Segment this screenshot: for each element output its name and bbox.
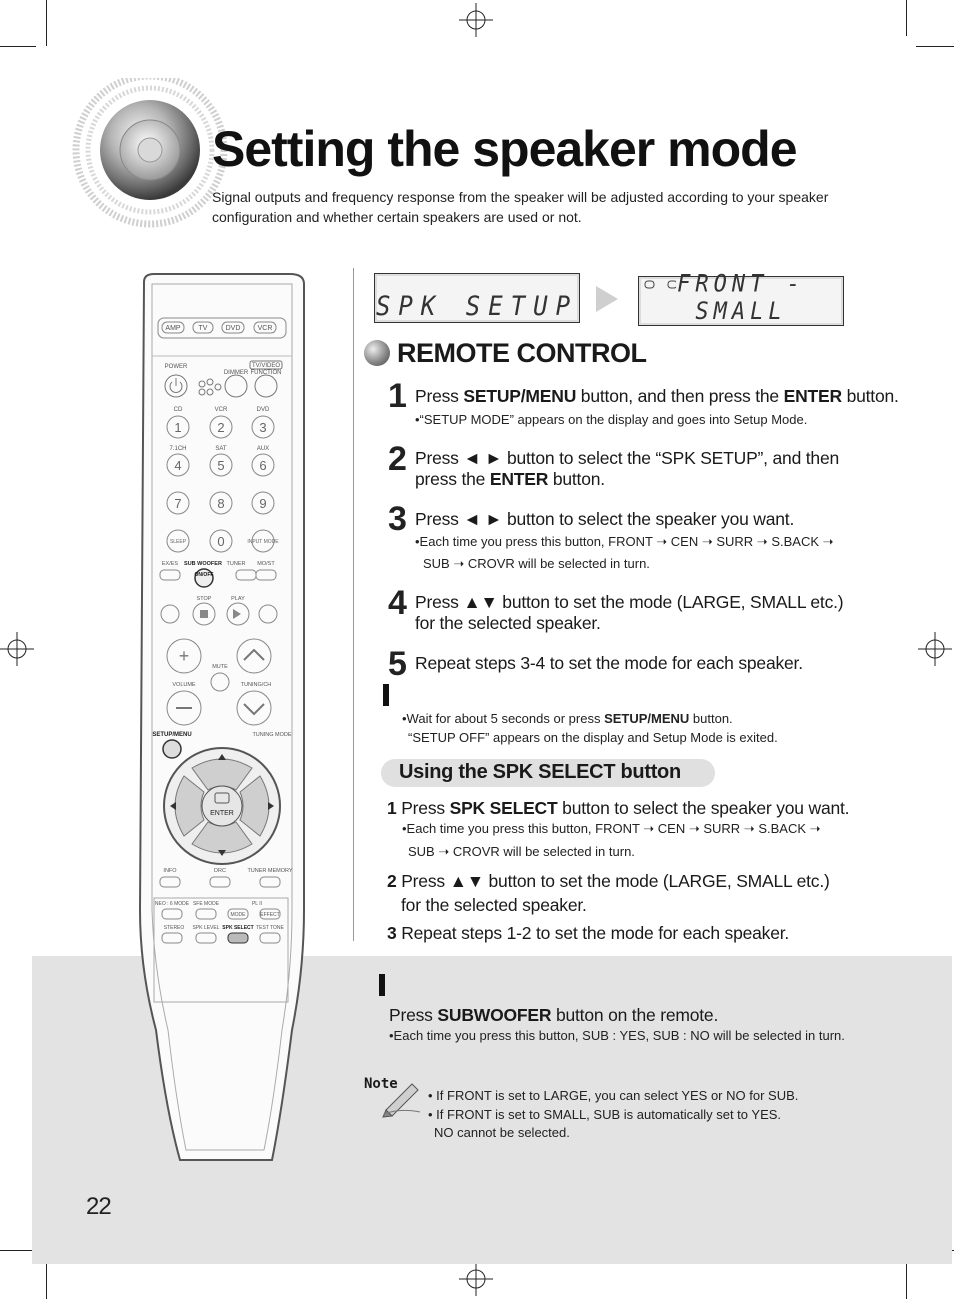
- remote-label: 7.1CH: [169, 446, 187, 452]
- remote-label: MUTE: [212, 664, 228, 670]
- remote-label: TUNER: [226, 561, 246, 567]
- remote-label: SPK LEVEL: [192, 925, 220, 931]
- note-line-2: • If FRONT is set to SMALL, SUB is automatically set to YES.: [428, 1107, 782, 1122]
- lcd-text: SPK SETUP: [375, 290, 579, 322]
- crop-mark: [906, 1262, 907, 1299]
- remote-label: AMP: [165, 325, 181, 332]
- text-bold: SETUP/MENU: [604, 711, 690, 726]
- text: button on the remote.: [551, 1005, 719, 1025]
- lcd-text: FRONT - SMALL: [677, 270, 805, 326]
- text: Press: [396, 798, 450, 818]
- column-divider: [353, 268, 354, 941]
- spk-step-2-line-1: [387, 869, 830, 893]
- pencil-icon: [380, 1078, 424, 1118]
- speaker-icon: [70, 78, 230, 238]
- step-number: 2: [388, 440, 406, 478]
- text-bold: ENTER: [489, 469, 549, 489]
- spk-step-1-note-1: •Each time you press this button, FRONT ➝ CEN ➝ SURR ➝ S.BACK ➝: [402, 821, 821, 836]
- step-4-line-1: Press ▲▼ button to set the mode (LARGE, SMALL etc.): [415, 592, 844, 612]
- note-line-1: • If FRONT is set to LARGE, you can select YES or NO for SUB.: [428, 1088, 799, 1103]
- step-3-note-2: SUB ➝ CROVR will be selected in turn.: [423, 556, 650, 571]
- remote-label: POWER: [164, 364, 188, 370]
- remote-digit: 0: [217, 534, 225, 549]
- remote-digit: 6: [259, 458, 267, 473]
- remote-label: INPUT MODE: [247, 539, 279, 545]
- remote-label: INFO: [163, 868, 177, 874]
- remote-digit: 7: [174, 496, 182, 511]
- section-bar: [379, 974, 385, 996]
- text: Repeat steps 1-2 to set the mode for each speaker.: [396, 923, 790, 943]
- exit-note-line-2: “SETUP OFF” appears on the display and Setup Mode is exited.: [408, 730, 778, 745]
- arrow-right-icon: [594, 284, 620, 314]
- remote-label: SAT: [215, 446, 227, 452]
- remote-label: TUNING/CH: [240, 682, 272, 688]
- remote-label: VOLUME: [172, 682, 196, 688]
- step-1-note: •“SETUP MODE” appears on the display and goes into Setup Mode.: [415, 412, 808, 427]
- remote-label: NEO : 6 MODE: [154, 901, 190, 907]
- text: press the: [415, 469, 490, 489]
- text: Press: [415, 386, 464, 406]
- text: button.: [548, 469, 605, 489]
- step-number: 1: [387, 798, 397, 818]
- remote-digit: 8: [217, 496, 225, 511]
- bullet-icon: [364, 340, 390, 366]
- lcd-display-front-small: [638, 270, 844, 326]
- remote-label: EFFECT: [260, 912, 280, 918]
- text: Press: [389, 1005, 438, 1025]
- remote-label: STOP: [196, 596, 212, 602]
- subwoofer-instruction: [389, 1003, 718, 1027]
- note-line-3: NO cannot be selected.: [434, 1125, 570, 1140]
- remote-label: TV: [198, 325, 208, 332]
- remote-label: PLAY: [231, 596, 245, 602]
- remote-label: DIMMER: [223, 370, 249, 376]
- page-number: 22: [86, 1193, 111, 1220]
- remote-label: CD: [173, 407, 183, 413]
- crop-mark: [46, 1262, 47, 1299]
- remote-label: DVD: [256, 407, 270, 413]
- remote-label: SLEEP: [169, 539, 187, 545]
- step-number: 1: [388, 377, 406, 415]
- remote-label: ON/OFF: [194, 572, 214, 578]
- registration-mark-icon: [918, 632, 952, 666]
- spk-step-2-line-2: for the selected speaker.: [401, 895, 587, 915]
- remote-label: DVD: [225, 325, 241, 332]
- text-bold: SUBWOOFER: [437, 1005, 552, 1025]
- remote-digit: 1: [174, 420, 182, 435]
- remote-label: MODE: [230, 912, 246, 918]
- spk-step-1-note-2: SUB ➝ CROVR will be selected in turn.: [408, 844, 635, 859]
- remote-label: DRC: [214, 868, 226, 874]
- page-title: Setting the speaker mode: [212, 121, 797, 177]
- spk-select-heading: Using the SPK SELECT button: [399, 761, 681, 783]
- subwoofer-note: •Each time you press this button, SUB : YES, SUB : NO will be selected in turn.: [389, 1028, 845, 1043]
- remote-label: STEREO: [163, 925, 185, 931]
- text-bold: ENTER: [783, 386, 842, 406]
- text: •Wait for about 5 seconds or press: [402, 711, 605, 726]
- remote-digit: 4: [174, 458, 182, 473]
- spk-step-3: [387, 921, 789, 945]
- text-bold: SETUP/MENU: [463, 386, 577, 406]
- step-number: 4: [388, 584, 406, 622]
- remote-label: SUB WOOFER: [184, 561, 222, 567]
- step-3-text: Press ◄ ► button to select the speaker you want.: [415, 509, 795, 529]
- remote-label: PL II: [251, 901, 263, 907]
- text: button to select the speaker you want.: [557, 798, 850, 818]
- remote-label: TUNER MEMORY: [247, 868, 293, 874]
- step-4-line-2: for the selected speaker.: [415, 613, 601, 633]
- spk-step-1: [387, 796, 849, 820]
- registration-mark-icon: [459, 3, 493, 37]
- remote-label: TEST TONE: [256, 925, 284, 931]
- remote-digit: 2: [217, 420, 225, 435]
- crop-mark: [916, 46, 954, 47]
- step-number: 5: [388, 645, 406, 683]
- step-number: 2: [387, 871, 397, 891]
- remote-label: SETUP/MENU: [152, 732, 192, 738]
- crop-mark: [0, 1250, 36, 1251]
- text: Press ▲▼ button to set the mode (LARGE, SMALL etc.): [396, 871, 830, 891]
- text-bold: SPK SELECT: [449, 798, 558, 818]
- remote-label: TUNING MODE: [252, 732, 292, 738]
- step-number: 3: [388, 500, 406, 538]
- text: button, and then press the: [576, 386, 784, 406]
- step-2-line-2: [415, 469, 605, 490]
- remote-label: SPK SELECT: [222, 925, 254, 931]
- section-bar: [383, 684, 389, 706]
- remote-label: TV/VIDEO: [251, 363, 281, 369]
- text: button.: [841, 386, 899, 406]
- step-number: 3: [387, 923, 397, 943]
- remote-label: EX/ES: [161, 561, 179, 567]
- remote-label: SFE MODE: [192, 901, 220, 907]
- remote-control-heading: REMOTE CONTROL: [397, 338, 647, 368]
- crop-mark: [906, 0, 907, 36]
- crop-mark: [0, 46, 36, 47]
- remote-digit: 3: [259, 420, 267, 435]
- crop-mark: [46, 0, 47, 46]
- remote-digit: 9: [259, 496, 267, 511]
- text: button.: [689, 711, 733, 726]
- registration-mark-icon: [0, 632, 34, 666]
- remote-label: MO/ST: [257, 561, 275, 567]
- remote-label: ENTER: [210, 810, 234, 817]
- page-intro: Signal outputs and frequency response from the speaker will be adjusted according to your speaker configuration and whether certain speakers are used or not.: [212, 189, 829, 225]
- remote-digit: 5: [217, 458, 225, 473]
- lcd-display-spk-setup: [374, 273, 580, 323]
- remote-label: FUNCTION: [250, 370, 282, 376]
- remote-label: VCR: [214, 407, 228, 413]
- note-label: Note: [364, 1076, 398, 1092]
- step-3-note-1: •Each time you press this button, FRONT ➝ CEN ➝ SURR ➝ S.BACK ➝: [415, 534, 834, 549]
- step-5-text: Repeat steps 3-4 to set the mode for each speaker.: [415, 653, 803, 673]
- registration-mark-icon: [459, 1262, 493, 1296]
- remote-control-illustration: [132, 270, 312, 1170]
- step-1-text: [415, 386, 899, 407]
- remote-label: VCR: [257, 325, 273, 332]
- remote-label: AUX: [256, 446, 270, 452]
- svg-text:+: +: [178, 646, 190, 666]
- step-2-line-1: Press ◄ ► button to select the “SPK SETUP”, and then: [415, 448, 840, 468]
